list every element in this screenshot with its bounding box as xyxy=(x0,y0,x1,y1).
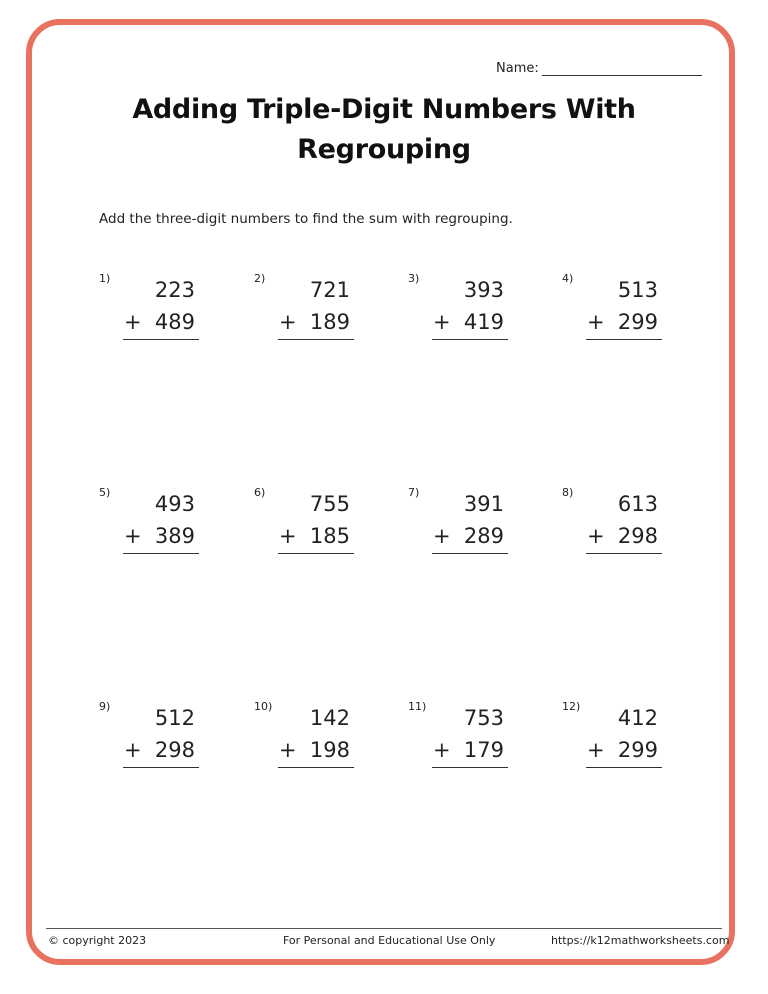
problem-number: 1) xyxy=(99,272,111,285)
addend-bottom: + 289 xyxy=(432,524,504,548)
answer-line xyxy=(432,767,508,768)
answer-line xyxy=(123,339,199,340)
problem-number: 9) xyxy=(99,700,111,713)
answer-line xyxy=(586,339,662,340)
instructions: Add the three-digit numbers to find the sum with regrouping. xyxy=(99,211,513,227)
addend-bottom: + 298 xyxy=(123,738,195,762)
problem-6[interactable] xyxy=(254,486,364,556)
addend-top: 513 xyxy=(617,278,658,302)
problem-number: 3) xyxy=(408,272,420,285)
answer-line xyxy=(432,553,508,554)
addend-top: 613 xyxy=(617,492,658,516)
problem-3[interactable] xyxy=(408,272,518,342)
addend-top: 755 xyxy=(309,492,350,516)
name-blank-line[interactable] xyxy=(542,61,702,76)
addend-bottom: + 185 xyxy=(278,524,350,548)
answer-line xyxy=(123,767,199,768)
problem-7[interactable] xyxy=(408,486,518,556)
problem-number: 12) xyxy=(562,700,581,713)
addend-top: 412 xyxy=(617,706,658,730)
worksheet-title xyxy=(60,90,708,170)
addend-top: 493 xyxy=(154,492,195,516)
answer-line xyxy=(432,339,508,340)
problem-11[interactable] xyxy=(408,700,518,770)
addend-top: 721 xyxy=(309,278,350,302)
addend-bottom: + 298 xyxy=(586,524,658,548)
addend-bottom: + 419 xyxy=(432,310,504,334)
addend-bottom: + 389 xyxy=(123,524,195,548)
problem-number: 4) xyxy=(562,272,574,285)
name-label: Name: xyxy=(496,61,539,76)
addend-top: 393 xyxy=(463,278,504,302)
addend-bottom: + 198 xyxy=(278,738,350,762)
addend-bottom: + 179 xyxy=(432,738,504,762)
answer-line xyxy=(278,553,354,554)
addend-top: 223 xyxy=(154,278,195,302)
addend-bottom: + 299 xyxy=(586,738,658,762)
addend-bottom: + 189 xyxy=(278,310,350,334)
problem-1[interactable] xyxy=(99,272,209,342)
title-line-1: Adding Triple-Digit Numbers With xyxy=(132,94,636,125)
footer-copyright: © copyright 2023 xyxy=(48,934,147,947)
footer-divider xyxy=(46,928,722,929)
answer-line xyxy=(278,767,354,768)
problem-5[interactable] xyxy=(99,486,209,556)
problem-number: 6) xyxy=(254,486,266,499)
addend-top: 142 xyxy=(309,706,350,730)
title-line-2: Regrouping xyxy=(297,134,471,165)
problem-number: 7) xyxy=(408,486,420,499)
problem-number: 8) xyxy=(562,486,574,499)
addend-bottom: + 489 xyxy=(123,310,195,334)
problem-10[interactable] xyxy=(254,700,364,770)
footer-usage: For Personal and Educational Use Only xyxy=(283,934,496,947)
answer-line xyxy=(586,553,662,554)
answer-line xyxy=(123,553,199,554)
problem-number: 10) xyxy=(254,700,273,713)
problem-number: 11) xyxy=(408,700,427,713)
problem-number: 2) xyxy=(254,272,266,285)
addend-bottom: + 299 xyxy=(586,310,658,334)
addend-top: 391 xyxy=(463,492,504,516)
addend-top: 753 xyxy=(463,706,504,730)
addend-top: 512 xyxy=(154,706,195,730)
answer-line xyxy=(278,339,354,340)
problem-8[interactable] xyxy=(562,486,672,556)
footer-url[interactable]: https://k12mathworksheets.com xyxy=(551,934,730,947)
problem-4[interactable] xyxy=(562,272,672,342)
problem-2[interactable] xyxy=(254,272,364,342)
name-field[interactable] xyxy=(496,61,702,76)
problem-12[interactable] xyxy=(562,700,672,770)
problem-9[interactable] xyxy=(99,700,209,770)
answer-line xyxy=(586,767,662,768)
problem-number: 5) xyxy=(99,486,111,499)
